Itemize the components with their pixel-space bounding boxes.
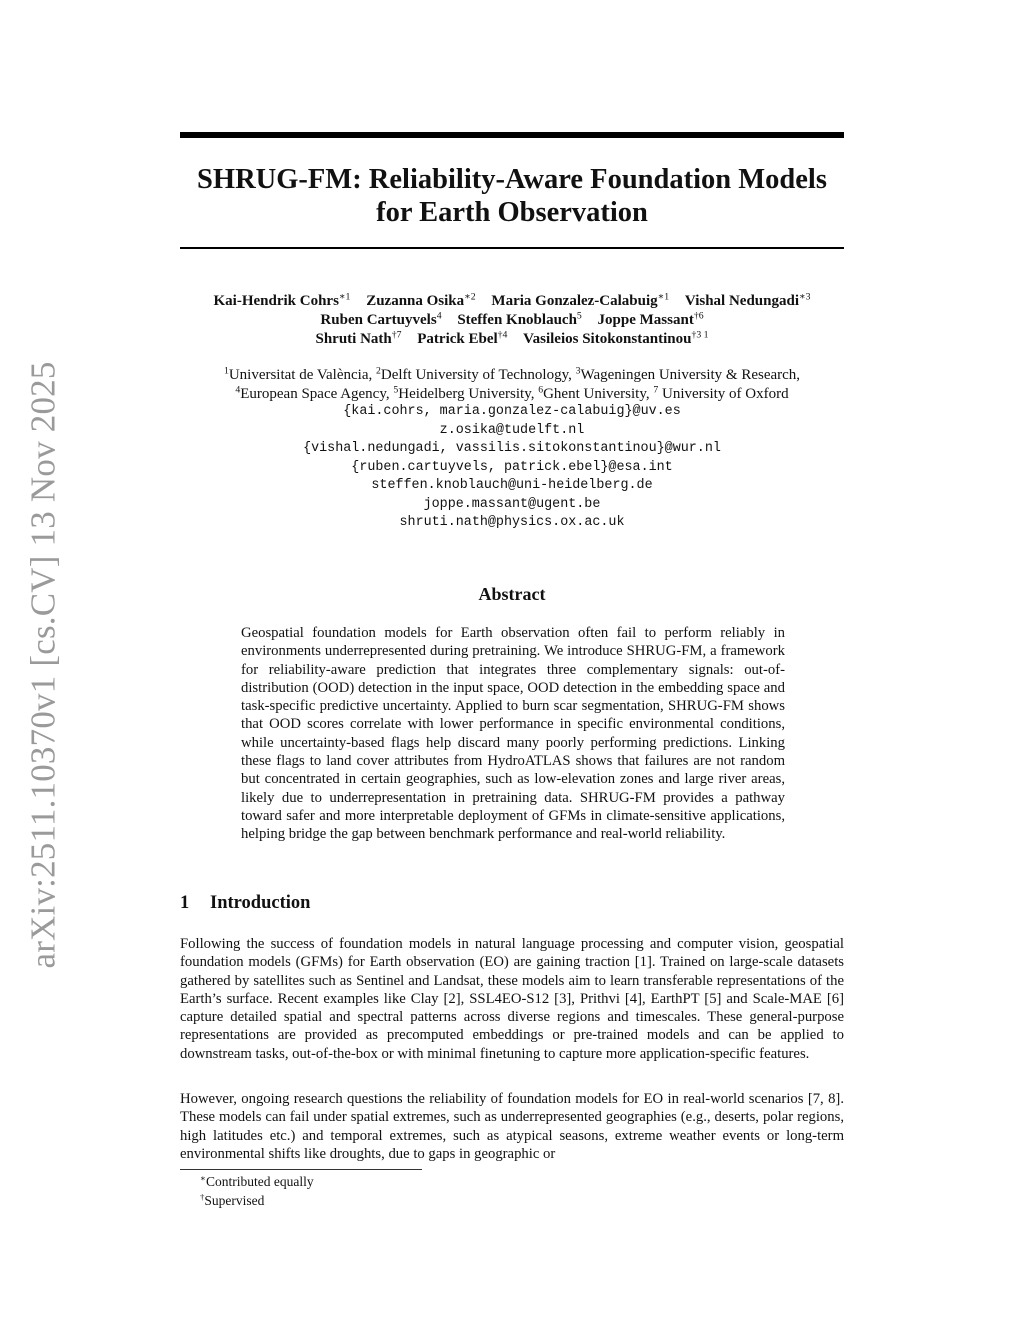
author: Kai-Hendrik Cohrs$^{∗1}$ [213, 291, 351, 309]
arxiv-side-stamp [14, 361, 74, 969]
author-mark: †6 [693, 310, 704, 322]
author-line-1 [170, 292, 854, 311]
author-line-2 [170, 311, 854, 330]
title-bottom-rule [180, 247, 844, 249]
author-mark: 4 [436, 310, 442, 322]
author-mark: †3 1 [691, 329, 709, 341]
email-list [170, 403, 854, 533]
author-mark: ∗1 [657, 291, 670, 303]
title-line-1: SHRUG-FM: Reliability-Aware Foundation Models [197, 164, 827, 195]
email-line: steffen.knoblauch@uni-heidelberg.de [371, 478, 653, 493]
arxiv-identifier: arXiv:2511.10370v1 [cs.CV] 13 Nov 2025 [24, 361, 64, 969]
email-line: z.osika@tudelft.nl [439, 422, 585, 438]
email-line: {ruben.cartuyvels, patrick.ebel}@esa.int [351, 459, 673, 475]
paper-title [180, 163, 844, 229]
abstract-heading: Abstract [478, 584, 546, 604]
introduction-heading [180, 893, 310, 914]
footnotes [200, 1173, 314, 1210]
footnote: †Supervised [200, 1191, 265, 1208]
introduction-paragraph-1: Following the success of foundation models in natural language processing and computer vision, geospatial foundation models (GFMs) for Earth observation (EO) are gaining traction [1]. Trained on large-scale datasets gathered by satellites such as Sentinel and Landsat, these models aim to learn transferable representations of the Earth’s surface. Recent examples like Clay [2], SSL4EO-S12 [3], Prithvi [4], EarthPT [5] and Scale-MAE [6] capture detailed spatial and spectral patterns across diverse regions and timescales. These general-purpose representations are provided as precomputed embeddings or pre-trained models and can be applied to downstream tasks, out-of-the-box or with minimal finetuning to capture more application-specific features. [180, 936, 844, 1062]
author: Vasileios Sitokonstantinou$^{\dagger 3 1}$ [523, 329, 709, 347]
title-line-2: for Earth Observation [376, 197, 648, 228]
author: Vishal Nedungadi$^{∗3}$ [684, 291, 811, 309]
email-line: {vishal.nedungadi, vassilis.sitokonstantinou}@wur.nl [303, 441, 721, 456]
author-mark: 5 [576, 310, 582, 322]
author-line-3 [170, 330, 854, 349]
author-mark: ∗1 [338, 291, 351, 303]
email-line: joppe.massant@ugent.be [423, 496, 601, 512]
abstract-text: Geospatial foundation models for Earth observation often fail to perform reliably in environments underrepresented during pretraining. We introduce SHRUG-FM, a framework for reliability-aware prediction that integrates three complementary signals: out-of-distribution (OOD) detection in the input space, OOD detection in the embedding space and task-specific predictive uncertainty. Applied to burn scar segmentation, SHRUG-FM shows that OOD scores correlate with lower performance in specific environmental conditions, while uncertainty-based flags help discard many poorly performing predictions. Linking these flags to land cover attributes from HydroATLAS shows that failures are not random but concentrated in certain geographies, such as low-elevation zones and large river areas, likely due to underrepresentation in pretraining data. SHRUG-FM provides a pathway toward safer and more interpretable deployment of GFMs in climate-sensitive applications, helping bridge the gap between benchmark performance and real-world reliability. [241, 625, 785, 843]
author: Patrick Ebel$^{\dagger 4}$ [417, 329, 508, 347]
footnote-rule [180, 1169, 422, 1170]
author: Shruti Nath$^{\dagger 7}$ [315, 329, 402, 347]
affiliation-line-2: $^4$European Space Agency, $^5$Heidelberg University, $^6$Ghent University, $^7$ University of Oxford [235, 384, 789, 402]
author: Maria Gonzalez-Calabuig$^{∗1}$ [491, 291, 670, 309]
affiliation-line-1: $^1$Universitat de València, $^2$Delft University of Technology, $^3$Wageningen University & Research, [223, 365, 801, 383]
affiliations [170, 366, 854, 404]
email-line: {kai.cohrs, maria.gonzalez-calabuig}@uv.es [343, 404, 681, 419]
footnote: ∗Contributed equally [200, 1173, 314, 1189]
title-top-rule [180, 132, 844, 138]
author-mark: ∗2 [464, 291, 476, 303]
author: Ruben Cartuyvels$^4$ [320, 310, 442, 328]
author: Zuzanna Osika$^{∗2}$ [366, 291, 476, 309]
author: Joppe Massant$^{\dagger 6}$ [597, 310, 704, 328]
author: Steffen Knoblauch$^5$ [457, 310, 582, 328]
email-line: shruti.nath@physics.ox.ac.uk [399, 515, 625, 530]
author-mark: †4 [497, 329, 508, 341]
author-list [170, 292, 854, 349]
author-mark: †7 [391, 329, 402, 341]
section-title: Introduction [210, 893, 311, 913]
author-mark: ∗3 [799, 291, 811, 303]
introduction-paragraph-2: However, ongoing research questions the reliability of foundation models for EO in real-world scenarios [7, 8]. These models can fail under spatial extremes, such as underrepresented geographies (e.g., deserts, polar regions, high latitudes etc.) and temporal extremes, such as atypical seasons, extreme weather events or long-term environmental shifts like droughts, due to gaps in geographic or [180, 1091, 844, 1162]
section-number: 1 [180, 893, 190, 913]
